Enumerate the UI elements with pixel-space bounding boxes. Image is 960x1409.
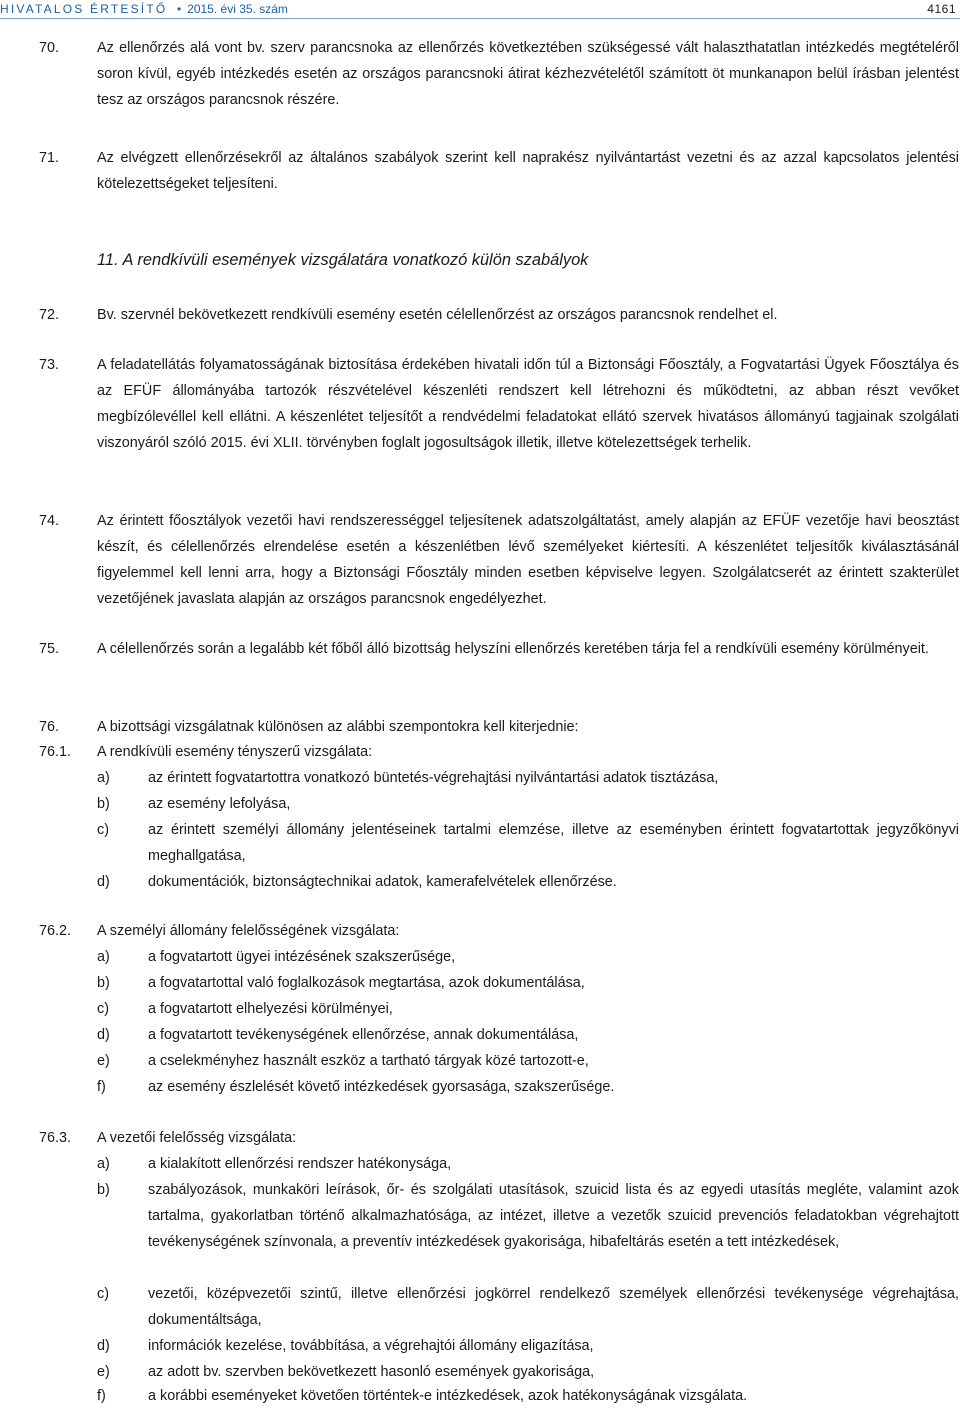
list-item-label: a) <box>97 949 110 965</box>
header-separator: • <box>176 2 182 16</box>
list-item-text: vezetői, középvezetői szintű, illetve ellenőrzési jogkörrel rendelkező személyek ellenőrzési tevékenysége végrehajtása, dokumentáltsága, <box>148 1286 959 1328</box>
list-item-text: az adott bv. szervben bekövetkezett hasonló események gyakorisága, <box>148 1364 595 1380</box>
list-item-text: információk kezelése, továbbítása, a végrehajtói állomány eligazítása, <box>148 1338 594 1354</box>
list-item-text: dokumentációk, biztonságtechnikai adatok, kamerafelvételek ellenőrzése. <box>148 874 617 890</box>
paragraph-number: 76.3. <box>39 1130 72 1146</box>
paragraph-text: Bv. szervnél bekövetkezett rendkívüli esemény esetén célellenőrzést az országos parancsnok rendelhet el. <box>97 307 778 323</box>
list-item-label: b) <box>97 1182 110 1198</box>
list-item-text: a kialakított ellenőrzési rendszer hatékonysága, <box>148 1156 452 1172</box>
list-item-label: c) <box>97 1001 109 1017</box>
list-item-text: az érintett személyi állomány jelentéseinek tartalmi elemzése, illetve az eseményben érintett fogvatartottak jegyzőkönyvi meghallgatása, <box>148 822 959 864</box>
list-item-label: c) <box>97 822 109 838</box>
list-item-text: az esemény észlelését követő intézkedések gyorsasága, szakszerűsége. <box>148 1079 615 1095</box>
list-item-text: szabályozások, munkaköri leírások, őr- és szolgálati utasítások, szuicid lista és az egyedi utasítás megléte, valamint azok tartalma, gyakorlatban történő alkalmazhatósága, az intézet, illetve a vezetők szuicid prevenciós feladatokban végrehajtott tevékenységének színvonala, a preventív intézkedések gyakorisága, hibafeltárás esetén a tett intézkedések, <box>148 1182 959 1250</box>
list-item-text: a cselekményhez használt eszköz a tartható tárgyak közé tartozott-e, <box>148 1053 589 1069</box>
paragraph-text: A feladatellátás folyamatosságának biztosítása érdekében hivatali időn túl a Biztonsági Főosztály, a Fogvatartási Ügyek Főosztálya és az EFÜF állományába tartozók részvételével készenléti rendszert kell létrehozni és működtetni, az abban részt vevőket megbízólevéllel kell ellátni. A készenlétet teljesítőt a rendvédelmi feladatokat ellátó szervek hivatásos állományú tagjainak szolgálati viszonyáról szóló 2015. évi XLII. törvényben foglalt jogosultságok illetik, illetve kötelezettségek terhelik. <box>97 357 959 451</box>
paragraph-number: 70. <box>39 40 60 56</box>
list-item-label: d) <box>97 1027 110 1043</box>
list-item-label: e) <box>97 1053 110 1069</box>
paragraph-number: 76. <box>39 719 60 735</box>
page-number: 4161 <box>927 2 956 16</box>
list-item-label: a) <box>97 1156 110 1172</box>
paragraph-number: 72. <box>39 307 60 323</box>
paragraph-text: A vezetői felelősség vizsgálata: <box>97 1130 297 1146</box>
issue-label: 2015. évi 35. szám <box>187 2 288 16</box>
list-item-label: f) <box>97 1079 106 1095</box>
list-item-text: a fogvatartott elhelyezési körülményei, <box>148 1001 393 1017</box>
list-item-text: a fogvatartottal való foglalkozások megtartása, azok dokumentálása, <box>148 975 585 991</box>
list-item-label: b) <box>97 796 110 812</box>
page-header <box>0 0 960 16</box>
list-item-text: a fogvatartott ügyei intézésének szakszerűsége, <box>148 949 456 965</box>
list-item-label: d) <box>97 1338 110 1354</box>
journal-title: HIVATALOS ÉRTESÍTŐ • 2015. évi 35. szám <box>0 2 288 16</box>
paragraph-text: A személyi állomány felelősségének vizsgálata: <box>97 923 400 939</box>
paragraph-number: 71. <box>39 150 60 166</box>
paragraph-text: A rendkívüli esemény tényszerű vizsgálata: <box>97 744 373 760</box>
list-item-text: az esemény lefolyása, <box>148 796 291 812</box>
paragraph-number: 74. <box>39 513 60 529</box>
section-heading: 11. A rendkívüli események vizsgálatára vonatkozó külön szabályok <box>97 251 589 269</box>
list-item-text: a fogvatartott tevékenységének ellenőrzése, annak dokumentálása, <box>148 1027 579 1043</box>
list-item-text: a korábbi eseményeket követően történtek-e intézkedések, azok hatékonyságának vizsgálata. <box>148 1388 748 1404</box>
list-item-label: b) <box>97 975 110 991</box>
paragraph-text: Az érintett főosztályok vezetői havi rendszerességgel teljesítenek adatszolgáltatást, amely alapján az EFÜF vezetője havi beosztást készít, és célellenőrzés elrendelése esetén a készenlétben lévő személyeket kiértesíti. A készenlétet teljesítők kiválasztásánál figyelemmel kell lenni arra, hogy a Biztonsági Főosztály minden esetben képviselve legyen. Szolgálatcserét az érintett szakterület vezetőjének javaslata alapján az országos parancsnok engedélyezhet. <box>97 513 959 607</box>
paragraph-number: 76.2. <box>39 923 72 939</box>
paragraph-text: A bizottsági vizsgálatnak különösen az alábbi szempontokra kell kiterjednie: <box>97 719 579 735</box>
list-item-label: d) <box>97 874 110 890</box>
paragraph-text: A célellenőrzés során a legalább két főből álló bizottság helyszíni ellenőrzés keretében tárja fel a rendkívüli esemény körülményeit. <box>97 641 929 657</box>
list-item-label: f) <box>97 1388 106 1404</box>
paragraph-text: Az elvégzett ellenőrzésekről az általános szabályok szerint kell naprakész nyilvántartást vezetni és az azzal kapcsolatos jelentési kötelezettségeket teljesíteni. <box>97 150 959 192</box>
list-item-label: a) <box>97 770 110 786</box>
paragraph-number: 76.1. <box>39 744 72 760</box>
list-item-text: az érintett fogvatartottra vonatkozó büntetés-végrehajtási nyilvántartási adatok tisztázása, <box>148 770 719 786</box>
paragraph-number: 75. <box>39 641 60 657</box>
paragraph-number: 73. <box>39 357 60 373</box>
list-item-label: c) <box>97 1286 109 1302</box>
list-item-label: e) <box>97 1364 110 1380</box>
paragraph-text: Az ellenőrzés alá vont bv. szerv parancsnoka az ellenőrzés következtében szükségessé vált halaszthatatlan intézkedés megtételéről soron kívül, egyéb intézkedés esetén az országos parancsnoki átirat kézhezvételétől számított öt munkanapon belül írásban jelentést tesz az országos parancsnok részére. <box>97 40 959 108</box>
header-rule <box>0 18 960 19</box>
